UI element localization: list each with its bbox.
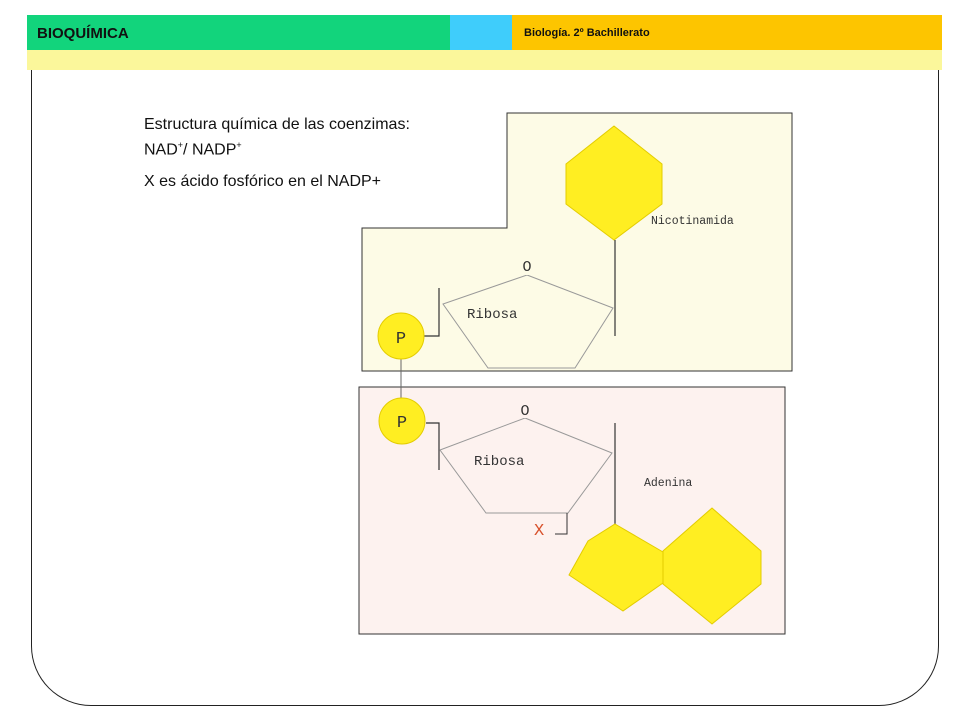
header-subtitle: Biología. 2º Bachillerato xyxy=(524,27,650,39)
lower-ribose-label: Ribosa xyxy=(474,454,525,470)
x-group-label: X xyxy=(534,522,545,541)
caption-line-3: X es ácido fosfórico en el NADP+ xyxy=(144,173,382,191)
upper-phosphate-label: P xyxy=(395,330,407,349)
adenine-label: Adenina xyxy=(644,477,693,490)
caption-nadp-charge: + xyxy=(236,140,242,150)
lower-phosphate-label: P xyxy=(396,414,408,433)
nicotinamide-label: Nicotinamida xyxy=(651,215,734,228)
upper-oxygen-label: O xyxy=(522,259,532,276)
upper-panel xyxy=(362,113,792,371)
caption-nad-charge: + xyxy=(177,140,184,150)
caption-line-1: Estructura química de las coenzimas: xyxy=(144,116,410,133)
upper-ribose-label: Ribosa xyxy=(467,307,518,323)
lower-oxygen-label: O xyxy=(520,403,530,420)
caption-nadp: / NADP xyxy=(183,141,237,159)
caption-nad: NAD xyxy=(144,141,178,159)
header-title: BIOQUÍMICA xyxy=(37,25,129,42)
